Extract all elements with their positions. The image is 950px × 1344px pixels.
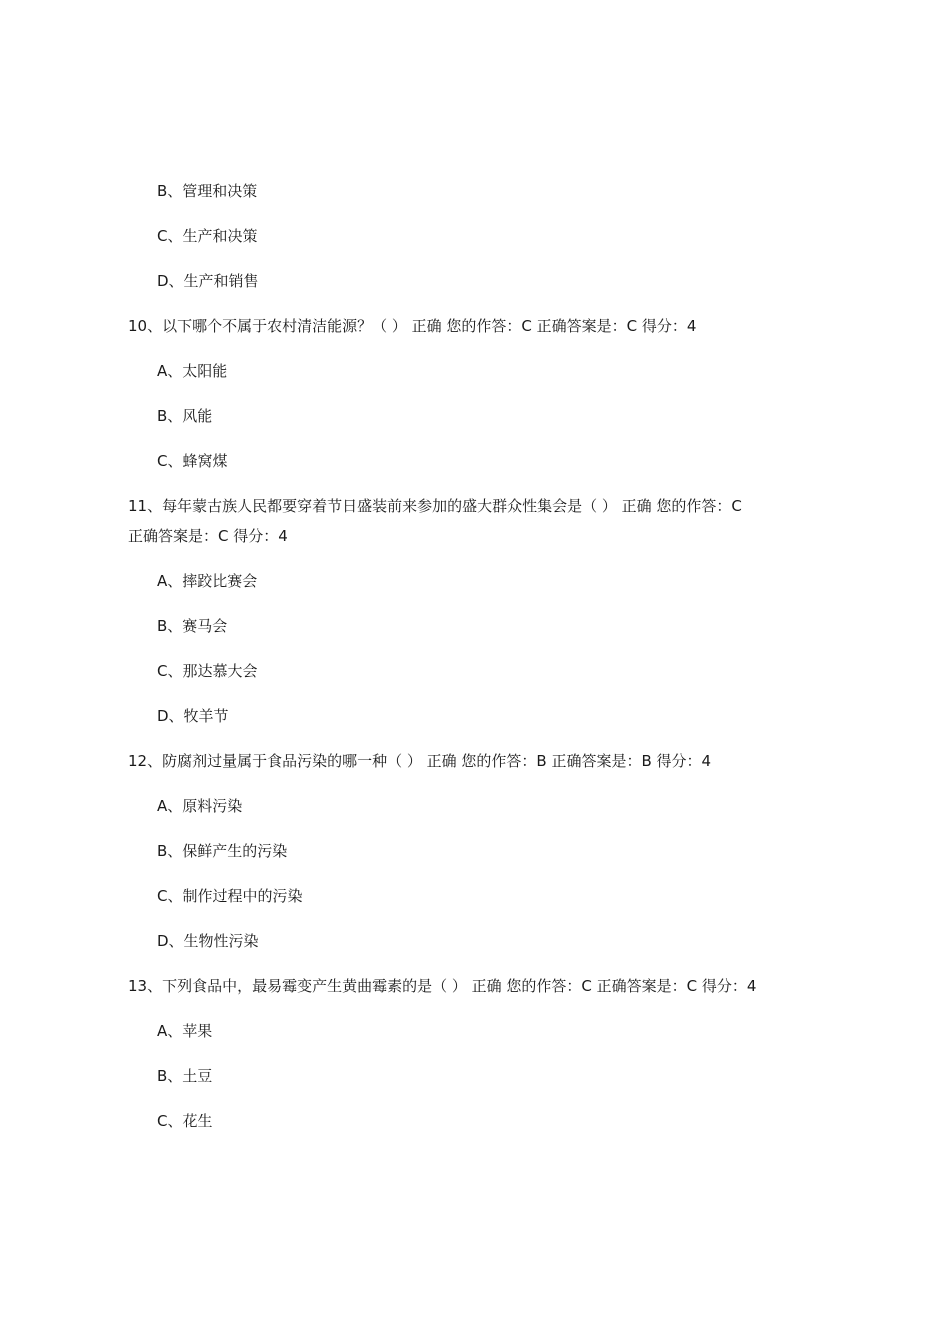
q12-option-b: B、保鲜产生的污染 <box>157 842 288 860</box>
q11-option-b: B、赛马会 <box>157 617 228 635</box>
q9-option-d: D、生产和销售 <box>157 272 259 290</box>
q12-question: 12、防腐剂过量属于食品污染的哪一种（ ） 正确 您的作答：B 正确答案是：B 得分：4 <box>128 752 712 770</box>
q12-option-c: C、制作过程中的污染 <box>157 887 303 905</box>
q12-option-a: A、原料污染 <box>157 797 243 815</box>
q10-question: 10、以下哪个不属于农村清洁能源？（ ） 正确 您的作答：C 正确答案是：C 得分：4 <box>128 317 697 335</box>
q9-option-c: C、生产和决策 <box>157 227 258 245</box>
q11-option-c: C、那达慕大会 <box>157 662 258 680</box>
q9-option-b: B、管理和决策 <box>157 182 258 200</box>
q13-option-b: B、土豆 <box>157 1067 213 1085</box>
q11-question-line1: 11、每年蒙古族人民都要穿着节日盛装前来参加的盛大群众性集会是（ ） 正确 您的作答：C <box>128 497 742 515</box>
q10-option-b: B、风能 <box>157 407 213 425</box>
q11-question-line2: 正确答案是：C 得分：4 <box>128 527 288 545</box>
q10-option-c: C、蜂窝煤 <box>157 452 228 470</box>
q11-option-d: D、牧羊节 <box>157 707 229 725</box>
q13-option-a: A、苹果 <box>157 1022 213 1040</box>
q13-question: 13、下列食品中，最易霉变产生黄曲霉素的是（ ） 正确 您的作答：C 正确答案是：C 得分：4 <box>128 977 757 995</box>
q13-option-c: C、花生 <box>157 1112 213 1130</box>
q11-option-a: A、摔跤比赛会 <box>157 572 258 590</box>
q10-option-a: A、太阳能 <box>157 362 228 380</box>
q12-option-d: D、生物性污染 <box>157 932 259 950</box>
